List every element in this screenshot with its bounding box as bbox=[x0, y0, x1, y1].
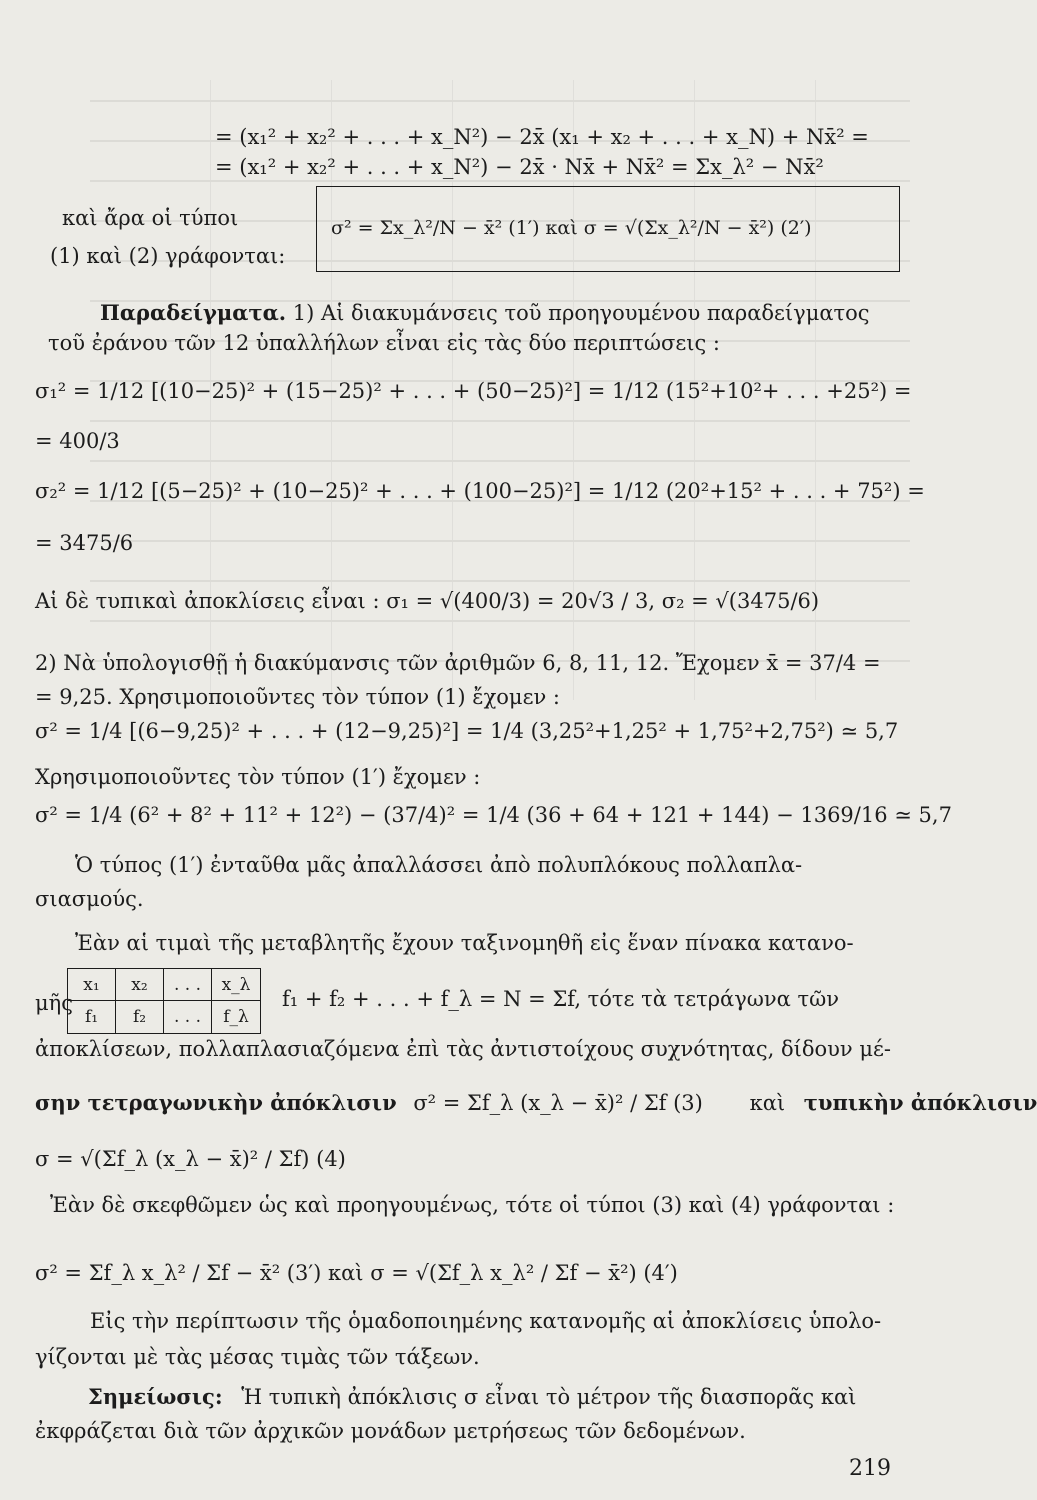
paradeigmata-label: Παραδείγματα. bbox=[100, 300, 287, 325]
typikai-apokliseis: Αἱ δὲ τυπικαὶ ἀποκλίσεις εἶναι : σ₁ = √(400/3) = 20√3 / 3, σ₂ = √(3475/6) bbox=[35, 589, 820, 613]
simeiosis-label: Σημείωσις: bbox=[88, 1384, 223, 1409]
typiki-apoklisi-label: τυπικὴν ἀπόκλισιν bbox=[803, 1090, 1037, 1115]
sigma2-equation: σ₂² = 1/12 [(5−25)² + (10−25)² + . . . + (100−25)²] = 1/12 (20²+15² + . . . + 75²) = bbox=[35, 479, 925, 503]
equation-line-1: = (x₁² + x₂² + . . . + x_N²) − 2x̄ (x₁ + x₂ + . . . + x_N) + Nx̄² = bbox=[215, 125, 869, 149]
equation-line-2: = (x₁² + x₂² + . . . + x_N²) − 2x̄ · Nx̄ + Nx̄² = Σx_λ² − Nx̄² bbox=[215, 155, 824, 179]
text-grafontai: (1) καὶ (2) γράφονται: bbox=[50, 244, 286, 268]
eis-text-1: Εἰς τὴν περίπτωσιν τῆς ὁμαδοποιημένης κατανομῆς αἱ ἀποκλίσεις ὑπολο- bbox=[90, 1309, 882, 1333]
table-cell: f_λ bbox=[223, 1007, 249, 1027]
example2-line3: Χρησιμοποιοῦντες τὸν τύπον (1′) ἔχομεν : bbox=[35, 765, 481, 789]
boxed-formulas bbox=[316, 186, 900, 272]
sigma1-result: = 400/3 bbox=[35, 429, 120, 453]
box-formula: σ² = Σx_λ²/N − x̄² (1′) καὶ σ = √(Σx_λ²/N − x̄²) (2′) bbox=[331, 217, 812, 239]
sigma1-equation: σ₁² = 1/12 [(10−25)² + (15−25)² + . . . + (50−25)²] = 1/12 (15²+10²+ . . . +25²) = bbox=[35, 379, 912, 403]
table-cell: f₂ bbox=[116, 1001, 164, 1033]
text-kai-ara: καὶ ἄρα οἱ τύποι bbox=[62, 206, 239, 230]
example2-variance-1: σ² = 1/4 [(6−9,25)² + . . . + (12−9,25)²] = 1/4 (3,25²+1,25² + 1,75²+2,75²) ≃ 5,7 bbox=[35, 719, 899, 743]
table-cell: x_λ bbox=[212, 969, 260, 1001]
page-number: 219 bbox=[849, 1456, 891, 1481]
ean-text-1: Ἐὰν αἱ τιμαὶ τῆς μεταβλητῆς ἔχουν ταξινομηθῆ εἰς ἕναν πίνακα κατανο- bbox=[75, 931, 854, 955]
text-eranou: τοῦ ἐράνου τῶν 12 ὑπαλλήλων εἶναι εἰς τὰς δύο περιπτώσεις : bbox=[48, 331, 720, 355]
text-kai: καὶ bbox=[749, 1091, 786, 1115]
ean-text-2: Ἐὰν δὲ σκεφθῶμεν ὡς καὶ προηγουμένως, τότε οἱ τύποι (3) καὶ (4) γράφονται : bbox=[50, 1193, 895, 1217]
example2-variance-2: σ² = 1/4 (6² + 8² + 11² + 12²) − (37/4)² = 1/4 (36 + 64 + 121 + 144) − 1369/16 ≃ 5,7 bbox=[35, 803, 952, 827]
frequency-sum: f₁ + f₂ + . . . + f_λ = N = Σf, τότε τὰ τετράγωνα τῶν bbox=[282, 987, 840, 1011]
table-cell: f₁ bbox=[68, 1001, 116, 1033]
std-formula-4: σ = √(Σf_λ (x_λ − x̄)² / Σf) (4) bbox=[35, 1147, 346, 1171]
sigma2-result: = 3475/6 bbox=[35, 531, 134, 555]
variance-formula-3: σ² = Σf_λ (x_λ − x̄)² / Σf (3) bbox=[413, 1091, 703, 1115]
eis-text-2: γίζονται μὲ τὰς μέσας τιμὰς τῶν τάξεων. bbox=[35, 1345, 480, 1369]
mesi-tetragoniki-label: σην τετραγωνικὴν ἀπόκλισιν bbox=[35, 1090, 397, 1115]
paradeigmata-text: 1) Αἱ διακυμάνσεις τοῦ προηγουμένου παραδείγματος bbox=[292, 301, 870, 325]
table-cell: . . . bbox=[164, 1001, 212, 1033]
example2-line1: 2) Νὰ ὑπολογισθῇ ἡ διακύμανσις τῶν ἀριθμῶν 6, 8, 11, 12. Ἔχομεν x̄ = 37/4 = bbox=[35, 651, 881, 675]
frequency-table bbox=[67, 968, 261, 1034]
table-cell: . . . bbox=[164, 969, 212, 1001]
simeiosis-text: Ἡ τυπικὴ ἀπόκλισις σ εἶναι τὸ μέτρον τῆς διασπορᾶς καὶ bbox=[241, 1385, 857, 1409]
formula-3-4-prime: σ² = Σf_λ x_λ² / Σf − x̄² (3′) καὶ σ = √(Σf_λ x_λ² / Σf − x̄²) (4′) bbox=[35, 1261, 678, 1285]
example2-line2: = 9,25. Χρησιμοποιοῦντες τὸν τύπον (1) ἔχομεν : bbox=[35, 685, 560, 709]
ekfrazetai-text: ἐκφράζεται διὰ τῶν ἀρχικῶν μονάδων μετρήσεως τῶν δεδομένων. bbox=[35, 1419, 746, 1443]
typos-text-2: σιασμούς. bbox=[35, 887, 144, 911]
table-cell: x₁ bbox=[68, 969, 116, 1001]
apokliseon-text: ἀποκλίσεων, πολλαπλασιαζόμενα ἐπὶ τὰς ἀντιστοίχους συχνότητας, δίδουν μέ- bbox=[35, 1037, 891, 1061]
typos-text-1: Ὁ τύπος (1′) ἐνταῦθα μᾶς ἀπαλλάσσει ἀπὸ πολυπλόκους πολλαπλα- bbox=[75, 853, 803, 877]
text-mis: μῆς bbox=[35, 991, 73, 1015]
table-cell: x₂ bbox=[116, 969, 164, 1001]
